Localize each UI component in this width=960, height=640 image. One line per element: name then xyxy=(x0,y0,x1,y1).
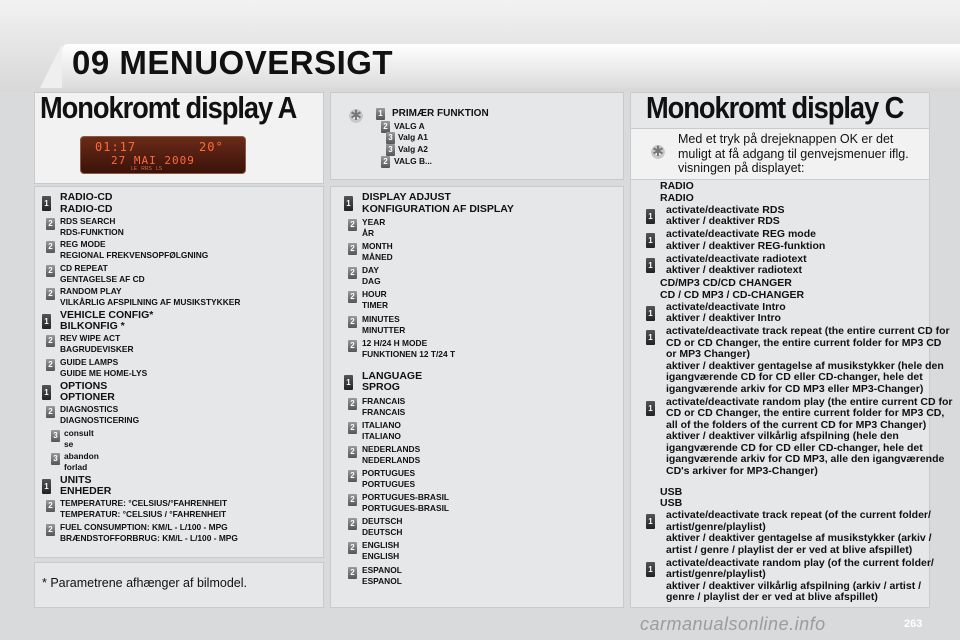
legend-label: VALG B... xyxy=(394,156,432,166)
section-heading: CD/MP3 CD/CD CHANGER xyxy=(660,277,792,289)
menu-entry-text xyxy=(362,371,422,394)
menu-entry-text xyxy=(60,522,238,544)
menu-entry xyxy=(44,191,113,215)
menu-entry-text xyxy=(362,492,449,514)
level-badge: 2 xyxy=(348,340,357,352)
menu-entry-text xyxy=(666,254,807,277)
level-badge: 2 xyxy=(46,241,55,253)
menu-line: all of the folders of the current CD for MP3 Changer) xyxy=(666,418,927,431)
menu-line: TEMPERATUR: °CELSIUS / °FAHRENHEIT xyxy=(60,509,227,520)
level-badge: 2 xyxy=(46,359,55,371)
level-badge: 2 xyxy=(348,518,357,530)
level-badge: 1 xyxy=(646,401,655,416)
menu-line: SPROG xyxy=(362,381,400,394)
watermark: carmanualsonline.info xyxy=(640,614,826,634)
menu-entry-text xyxy=(362,396,405,418)
level-badge: 1 xyxy=(42,314,51,329)
menu-line: artist/genre/playlist) xyxy=(666,568,766,580)
menu-line: consult xyxy=(64,427,94,438)
menu-entry xyxy=(346,369,423,394)
menu-line: ENHEDER xyxy=(60,485,112,498)
menu-line: CD or CD Changer, the entire current folder for MP3 CD xyxy=(666,336,942,349)
menu-entry-text xyxy=(666,205,784,228)
level-badge: 2 xyxy=(348,219,357,231)
menu-entry xyxy=(48,522,238,544)
menu-entry-text xyxy=(362,420,401,442)
menu-entry xyxy=(44,379,115,404)
menu-line: MONTH xyxy=(362,241,393,252)
level-badge: 2 xyxy=(348,316,357,328)
menu-line: PORTUGUES-BRASIL xyxy=(362,492,450,503)
menu-line: GUIDE LAMPS xyxy=(60,357,119,367)
menu-entry-text xyxy=(362,468,415,490)
menu-entry xyxy=(350,217,386,239)
menu-entry-text xyxy=(666,326,950,395)
menu-line: MÅNED xyxy=(362,252,393,263)
footnote: * Parametrene afhænger af bilmodel. xyxy=(42,576,247,590)
menu-line: REGIONAL FREKVENSOPFØLGNING xyxy=(60,250,209,261)
menu-line: BILKONFIG * xyxy=(60,320,125,333)
level-badge: 2 xyxy=(348,267,357,279)
level-badge: 1 xyxy=(646,330,655,345)
legend-badge: 3 xyxy=(386,132,395,144)
menu-line: aktiver / deaktiver gentagelse af musikstykker (hele den xyxy=(666,359,944,372)
legend-label: Valg A2 xyxy=(398,144,428,154)
menu-entry-text xyxy=(60,404,139,426)
menu-line: VILKÅRLIG AFSPILNING AF MUSIKSTYKKER xyxy=(60,297,241,308)
menu-line: BRÆNDSTOFFORBRUG: KM/L - L/100 - MPG xyxy=(60,533,238,543)
menu-entry xyxy=(648,509,932,556)
menu-entry xyxy=(648,228,826,252)
level-badge: 2 xyxy=(348,291,357,303)
section-heading: RADIO xyxy=(660,191,694,204)
menu-entry xyxy=(648,252,807,277)
menu-entry xyxy=(48,357,148,379)
menu-entry xyxy=(648,203,785,228)
section-heading: RADIO xyxy=(660,180,694,192)
menu-line: HOUR xyxy=(362,289,387,300)
level-badge: 2 xyxy=(46,500,55,512)
menu-entry-text xyxy=(60,498,227,520)
level-badge: 2 xyxy=(348,494,357,506)
level-badge: 2 xyxy=(348,567,357,579)
menu-line: FRANCAIS xyxy=(362,395,406,406)
menu-entry xyxy=(48,239,209,261)
menu-line: MINUTTER xyxy=(362,324,406,335)
menu-line: activate/deactivate Intro xyxy=(666,300,786,313)
menu-line: FRANCAIS xyxy=(362,406,406,417)
menu-line: abandon xyxy=(64,451,99,462)
menu-entry-text xyxy=(60,286,240,308)
menu-line: aktiver / deaktiver REG-funktion xyxy=(666,239,826,252)
menu-line: BAGRUDEVISKER xyxy=(60,344,134,355)
menu-line: DAG xyxy=(362,276,381,287)
menu-entry xyxy=(350,395,406,418)
legend-badge: 3 xyxy=(386,144,395,156)
menu-line: PORTUGUES xyxy=(362,479,416,490)
section-heading: USB xyxy=(660,497,683,509)
menu-line: UNITS xyxy=(60,473,92,486)
menu-line: VEHICLE CONFIG* xyxy=(60,308,154,321)
menu-entry-text xyxy=(362,540,399,562)
menu-entry xyxy=(350,241,393,263)
menu-line: igangværende arkiv for CD MP3, alle den igangværende xyxy=(666,453,945,465)
menu-line: ESPANOL xyxy=(362,575,402,586)
menu-line: CD REPEAT xyxy=(60,262,108,273)
menu-entry-text xyxy=(60,192,113,215)
menu-line: KONFIGURATION AF DISPLAY xyxy=(362,202,514,215)
menu-line: artist / genre / playlist der er ved at blive afspillet) xyxy=(666,543,913,556)
level-badge: 2 xyxy=(348,542,357,554)
menu-line: igangværende CD for CD eller CD-changer, hele det xyxy=(666,441,923,454)
menu-line: ENGLISH xyxy=(362,540,400,551)
menu-entry-text xyxy=(666,558,934,604)
legend-label: VALG A xyxy=(394,121,425,131)
menu-entry xyxy=(44,473,112,498)
level-badge: 2 xyxy=(46,406,55,418)
level-badge: 2 xyxy=(348,422,357,434)
section-heading: USB xyxy=(660,485,683,498)
menu-line: FUEL CONSUMPTION: KM/L - L/100 - MPG xyxy=(60,522,228,532)
menu-entry xyxy=(48,498,228,520)
menu-line: forlad xyxy=(64,462,88,473)
menu-line: REV WIPE ACT xyxy=(60,333,121,344)
display-temp: 20° xyxy=(199,140,224,154)
menu-entry xyxy=(48,286,241,308)
menu-entry-text xyxy=(666,397,953,478)
display-a-title: Monokromt display A xyxy=(40,90,297,125)
menu-line: MINUTES xyxy=(362,313,400,324)
menu-line: ENGLISH xyxy=(362,551,400,562)
legend-badge: 1 xyxy=(376,108,385,120)
menu-entry-text xyxy=(64,451,99,473)
menu-entry-text xyxy=(60,263,145,285)
menu-line: aktiver / deaktiver vilkårlig afspilning (arkiv / artist / xyxy=(666,579,922,592)
legend-badge: 2 xyxy=(381,121,390,133)
menu-entry-text xyxy=(362,565,402,587)
menu-entry xyxy=(350,492,450,514)
menu-entry xyxy=(350,289,389,311)
menu-line: RADIO-CD xyxy=(60,202,113,215)
menu-entry-text xyxy=(362,444,420,466)
level-badge: 1 xyxy=(646,514,655,529)
display-time: 01:17 xyxy=(95,140,137,154)
level-badge: 1 xyxy=(646,306,655,321)
level-badge: 1 xyxy=(344,196,353,211)
menu-line: artist/genre/playlist) xyxy=(666,520,766,533)
menu-entry xyxy=(648,556,934,604)
menu-line: igangværende CD for CD eller CD-changer, hele det xyxy=(666,371,923,383)
menu-line: CD's arkiver for MP3-Changer) xyxy=(666,464,818,477)
menu-entry-text xyxy=(362,516,402,538)
settings-dial-icon-c xyxy=(650,144,666,165)
menu-entry xyxy=(648,300,786,325)
display-small-text: LE RRS LS xyxy=(131,166,163,172)
legend-label: Valg A1 xyxy=(398,132,428,142)
menu-line: RANDOM PLAY xyxy=(60,286,122,297)
legend-label: PRIMÆR FUNKTION xyxy=(392,108,489,119)
level-badge: 1 xyxy=(42,479,51,494)
level-badge: 2 xyxy=(46,265,55,277)
menu-entry-text xyxy=(666,229,825,252)
menu-line: NEDERLANDS xyxy=(362,444,421,454)
level-badge: 2 xyxy=(348,243,357,255)
menu-line: PORTUGUES-BRASIL xyxy=(362,503,450,514)
monochrome-display-image xyxy=(80,136,246,174)
menu-line: GUIDE ME HOME-LYS xyxy=(60,368,148,378)
menu-entry xyxy=(350,265,381,287)
menu-line: DAY xyxy=(362,265,379,276)
menu-line: activate/deactivate random play (of the current folder/ xyxy=(666,556,934,569)
menu-line: FUNKTIONEN 12 T/24 T xyxy=(362,348,456,359)
menu-line: genre / playlist der er ved at blive afspillet) xyxy=(666,591,878,603)
menu-line: PORTUGUES xyxy=(362,468,416,479)
menu-line: YEAR xyxy=(362,217,386,228)
level-badge: 1 xyxy=(42,385,51,400)
level-badge: 1 xyxy=(42,196,51,211)
menu-line: activate/deactivate RDS xyxy=(666,203,785,216)
menu-line: DIAGNOSTICS xyxy=(60,404,119,415)
menu-entry xyxy=(648,325,950,395)
menu-line: ITALIANO xyxy=(362,430,401,441)
menu-entry xyxy=(648,395,953,478)
menu-entry-text xyxy=(362,241,393,263)
intro-line: muligt at få adgang til genvejsmenuer iflg. xyxy=(678,146,909,161)
menu-entry xyxy=(48,215,124,238)
level-badge: 1 xyxy=(646,258,655,273)
menu-entry xyxy=(350,419,401,442)
menu-line: REG MODE xyxy=(60,239,106,250)
menu-line: activate/deactivate track repeat (the entire current CD for xyxy=(666,325,950,337)
menu-entry-text xyxy=(60,381,115,404)
menu-line: LANGUAGE xyxy=(362,369,423,382)
menu-line: aktiver / deaktiver Intro xyxy=(666,312,781,324)
menu-line: RADIO-CD xyxy=(60,191,113,203)
chapter-title: 09 MENUOVERSIGT xyxy=(72,44,394,81)
menu-entry-text xyxy=(666,510,932,556)
display-c-title: Monokromt display C xyxy=(646,90,904,125)
menu-line: aktiver / deaktiver vilkårlig afspilning (hele den xyxy=(666,430,899,442)
legend-badge: 2 xyxy=(381,156,390,168)
menu-line: TIMER xyxy=(362,300,389,311)
display-c-intro xyxy=(678,132,909,176)
menu-entry xyxy=(350,516,403,538)
level-badge: 1 xyxy=(646,562,655,577)
level-badge: 2 xyxy=(348,398,357,410)
level-badge: 2 xyxy=(46,335,55,347)
level-badge: 2 xyxy=(46,218,55,230)
menu-entry xyxy=(346,191,514,215)
menu-entry xyxy=(48,262,145,285)
level-badge: 3 xyxy=(51,453,60,465)
menu-entry xyxy=(44,308,154,333)
menu-line: aktiver / deaktiver RDS xyxy=(666,215,780,227)
menu-line: TEMPERATURE: °CELSIUS/°FAHRENHEIT xyxy=(60,498,228,509)
menu-entry-text xyxy=(60,475,111,498)
menu-line: DISPLAY ADJUST xyxy=(362,191,451,203)
intro-line: visningen på displayet: xyxy=(678,161,805,175)
settings-dial-icon xyxy=(348,108,364,129)
menu-entry xyxy=(350,468,416,490)
menu-line: DEUTSCH xyxy=(362,527,403,538)
menu-line: activate/deactivate track repeat (of the current folder/ xyxy=(666,509,931,521)
menu-entry-text xyxy=(60,357,147,379)
menu-line: activate/deactivate random play (the entire current CD for xyxy=(666,395,953,408)
menu-line: or MP3 Changer) xyxy=(666,348,751,360)
menu-line: DIAGNOSTICERING xyxy=(60,415,140,426)
menu-entry xyxy=(53,451,99,473)
page-number: 263 xyxy=(904,618,923,630)
menu-entry-text xyxy=(362,338,455,360)
menu-line: activate/deactivate REG mode xyxy=(666,228,816,240)
level-badge: 2 xyxy=(46,288,55,300)
menu-entry-text xyxy=(362,314,405,336)
menu-line: CD or CD Changer, the entire current folder for MP3 CD, xyxy=(666,407,945,419)
level-badge: 1 xyxy=(344,375,353,390)
intro-line: Med et tryk på drejeknappen OK er det xyxy=(678,132,894,146)
menu-entry-text xyxy=(60,310,153,333)
menu-entry xyxy=(350,540,400,562)
level-badge: 1 xyxy=(646,233,655,248)
menu-line: NEDERLANDS xyxy=(362,455,421,465)
menu-line: RDS SEARCH xyxy=(60,215,116,226)
menu-line: OPTIONS xyxy=(60,379,108,392)
menu-entry-text xyxy=(362,217,385,239)
section-heading: CD / CD MP3 / CD-CHANGER xyxy=(660,288,805,301)
menu-entry-text xyxy=(64,428,94,450)
menu-line: OPTIONER xyxy=(60,391,115,404)
menu-line: aktiver / deaktiver gentagelse af musikstykker (arkiv / xyxy=(666,532,932,544)
level-badge: 3 xyxy=(51,430,60,442)
menu-line: ÅR xyxy=(362,228,375,239)
menu-entry-text xyxy=(362,265,381,287)
menu-line: RDS-FUNKTION xyxy=(60,226,124,237)
menu-entry xyxy=(350,564,402,587)
menu-entry xyxy=(53,427,94,450)
level-badge: 1 xyxy=(646,209,655,224)
menu-entry-text xyxy=(60,333,134,355)
menu-line: aktiver / deaktiver radiotext xyxy=(666,264,802,276)
menu-line: activate/deactivate radiotext xyxy=(666,252,807,265)
menu-entry-text xyxy=(60,216,124,238)
menu-line: DEUTSCH xyxy=(362,516,403,527)
level-badge: 2 xyxy=(348,446,357,458)
menu-line: GENTAGELSE AF CD xyxy=(60,273,145,284)
menu-entry xyxy=(350,337,456,360)
menu-entry xyxy=(48,333,134,355)
level-badge: 2 xyxy=(348,470,357,482)
menu-entry-text xyxy=(60,239,208,261)
menu-entry-text xyxy=(362,192,514,215)
display-date: 27 MAI 2009 xyxy=(111,154,195,167)
menu-entry xyxy=(48,404,140,426)
menu-line: igangværende arkiv for CD MP3 eller MP3-Changer) xyxy=(666,382,924,395)
menu-entry xyxy=(350,313,406,336)
menu-line: ITALIANO xyxy=(362,419,401,430)
legend-panel xyxy=(330,92,624,180)
menu-line: 12 H/24 H MODE xyxy=(362,337,428,348)
menu-entry xyxy=(350,444,421,466)
menu-line: se xyxy=(64,438,74,449)
level-badge: 2 xyxy=(46,524,55,536)
menu-entry-text xyxy=(666,302,786,325)
menu-entry-text xyxy=(362,289,388,311)
menu-line: ESPANOL xyxy=(362,564,402,575)
